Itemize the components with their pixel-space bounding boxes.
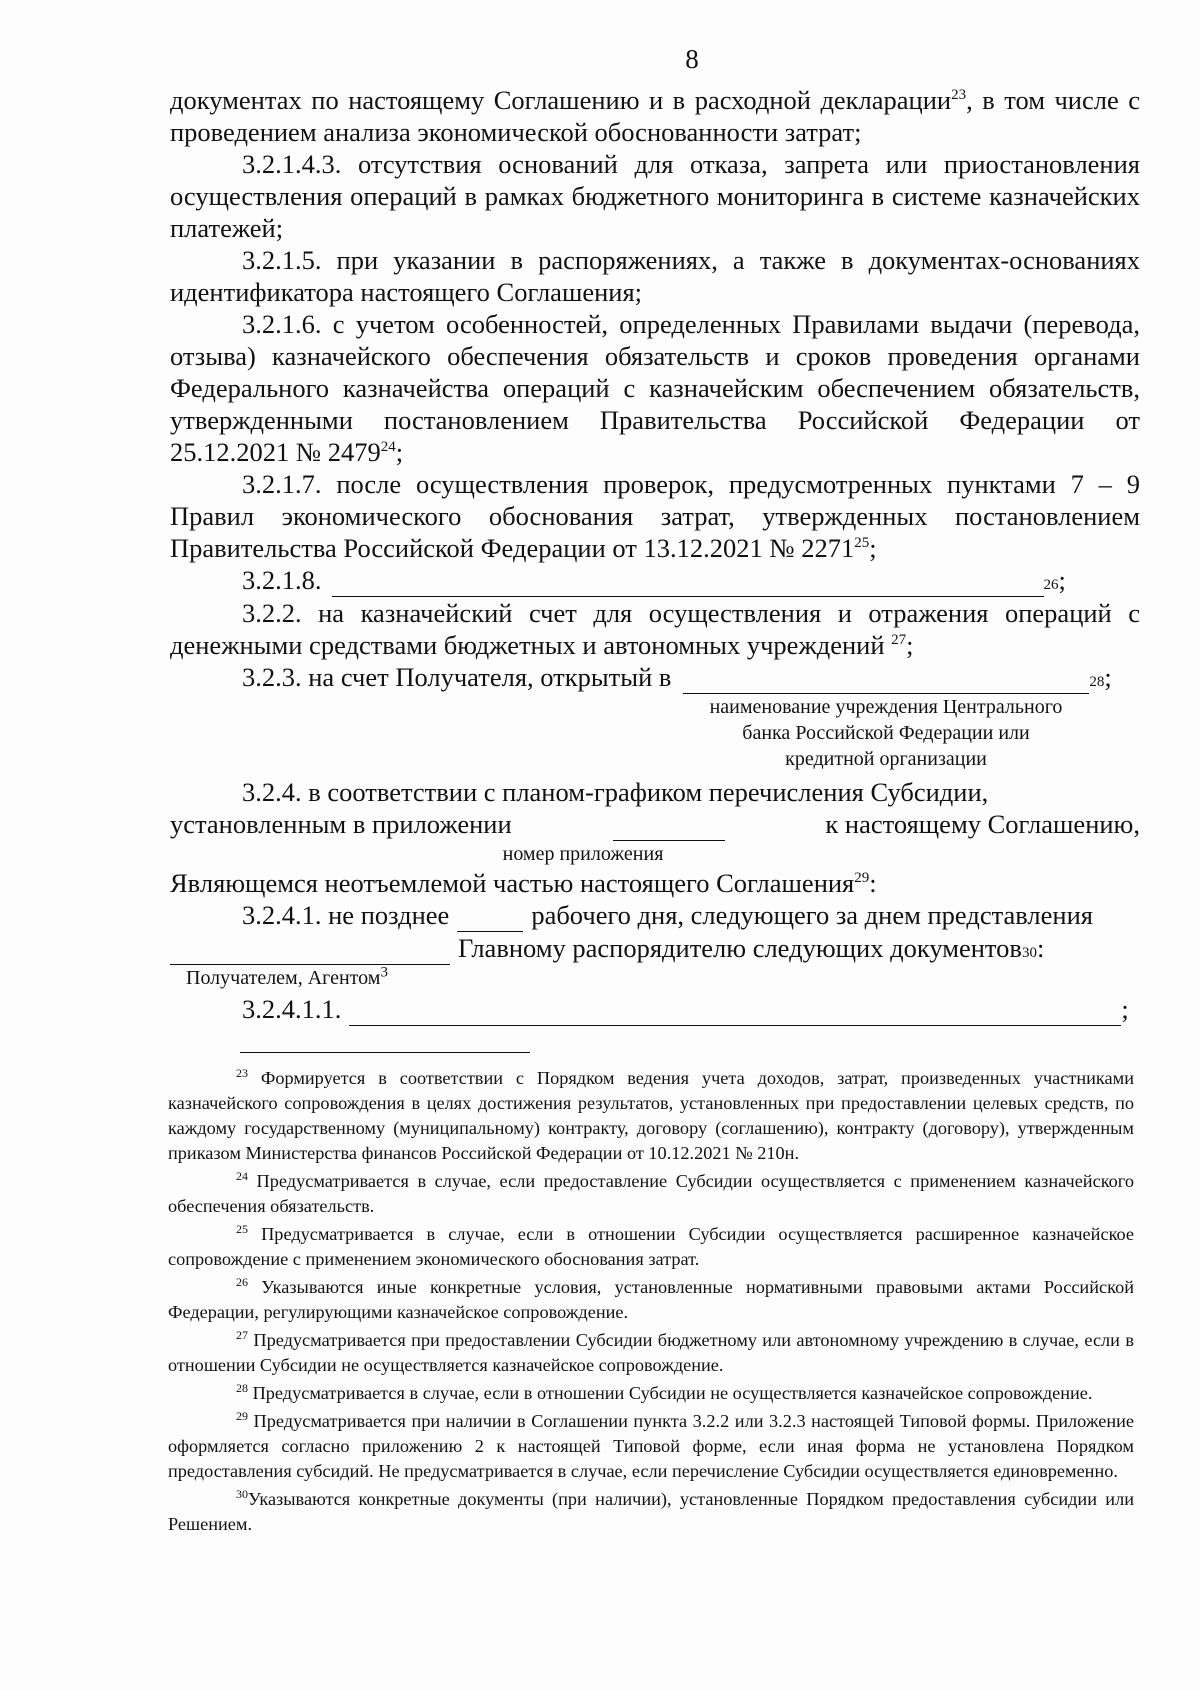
footnote-ref: 23 [951,87,967,104]
appendix-caption: номер приложения [502,843,664,865]
paragraph-3-2-1-6: 3.2.1.6. с учетом особенностей, определенных Правилами выдачи (перевода, отзыва) казначейского обеспечения обязательств и сроков проведения органами Федерального казначейства операций с казначейским обеспечением обязательств, утвержденными постановлением Правительства Российской Федерации от 25.12.2021 № 2479$^{24}$; [170,309,1140,467]
footnote-23: $^{23}$ Формируется в соответствии с Порядком ведения учета доходов, затрат, произведенных участниками казначейского сопровождения в целях достижения результатов, установленных при предоставлении целевых средств, по каждому государственному (муниципальному) контракту, договору (соглашению), контракту (договору), утвержденным приказом Министерства финансов Российской Федерации от 10.12.2021 № 210н. [168,1065,1134,1163]
footnote-28: $^{28}$ Предусматривается в случае, если в отношении Субсидии не осуществляется казначейское сопровождение. [236,1380,1093,1403]
main-text [170,84,1140,1026]
footnote-24: $^{24}$ Предусматривается в случае, если предоставление Субсидии осуществляется с применением казначейского обеспечения обязательств. [168,1168,1134,1216]
blank-line [332,564,1044,597]
paragraph-3-2-3: 3.2.3. на счет Получателя, открытый в 28 ; [242,662,1112,692]
paragraph-3-2-1-7: 3.2.1.7. после осуществления проверок, предусмотренных пунктами 7 – 9 Правил экономического обоснования затрат, утвержденных постановлением Правительства Российской Федерации от 13.12.2021 № 2271$^{25}$; [170,469,1140,563]
blank-line [349,993,1121,1026]
paragraph-3-2-1-5: 3.2.1.5. при указании в распоряжениях, а также в документах-основаниях идентификатора настоящего Соглашения; [170,245,1140,307]
footnotes [168,1066,1134,1540]
footnote-27: $^{27}$ Предусматривается при предоставлении Субсидии бюджетному или автономному учреждению в случае, если в отношении Субсидии не осуществляется казначейское сопровождение. [168,1327,1134,1375]
paragraph-continuation: документах по настоящему Соглашению и в расходной декларации$^{23}$, в том числе с проведением анализа экономической обоснованности затрат; [170,85,1141,147]
footnote-separator [240,1052,530,1053]
footnote-ref: 24 [380,439,396,456]
blank-line [683,661,1089,694]
footnote-ref: 29 [854,870,870,887]
paragraph-integral-part: Являющемся неотъемлемой частью настоящего Соглашения$^{29}$: [170,868,877,898]
footnote-ref: 27 [891,632,907,649]
blank-line [457,899,523,932]
recipient-caption: Получателем, Агентом$^3$ [186,964,388,989]
footnote-30: $^{30}$Указываются конкретные документы (при наличии), установленные Порядком предоставления субсидии или Решением. [168,1486,1134,1534]
blank-line [170,932,450,965]
page-number: 8 [685,44,699,74]
paragraph-3-2-1-8: 3.2.1.8. 26 ; [242,565,1066,595]
footnote-29: $^{29}$ Предусматривается при наличии в Соглашении пункта 3.2.2 или 3.2.3 настоящей Типовой формы. Приложение оформляется согласно приложению 2 к настоящей Типовой форме, если иная форма не установлена Порядком предоставления субсидий. Не предусматривается в случае, если перечисление Субсидии осуществляется единовременно. [168,1408,1134,1481]
paragraph-3-2-1-4-3: 3.2.1.4.3. отсутствия оснований для отказа, запрета или приостановления осуществления операций в рамках бюджетного мониторинга в системе казначейских платежей; [170,149,1140,243]
paragraph-3-2-4: 3.2.4. в соответствии с планом-графиком перечисления Субсидии, установленным в приложении к настоящему Соглашению, номер приложения [170,777,1140,865]
paragraph-3-2-4-1-line2: Главному распорядителю следующих документов 30 : [170,932,1140,965]
footnote-25: $^{25}$ Предусматривается в случае, если в отношении Субсидии осуществляется расширенное казначейское сопровождение с применением экономического обоснования затрат. [168,1221,1134,1269]
footnote-ref: 25 [854,535,870,552]
paragraph-3-2-4-1-line1: 3.2.4.1. не позднее рабочего дня, следующего за днем представления [242,900,1093,930]
paragraph-3-2-2: 3.2.2. на казначейский счет для осуществления и отражения операций с денежными средствами бюджетных и автономных учреждений $^{27}$; [170,598,1140,660]
blank-line [613,808,725,841]
paragraph-3-2-4-1-1: 3.2.4.1.1. ; [242,994,1129,1024]
footnote-26: $^{26}$ Указываются иные конкретные условия, установленные нормативными правовыми актами Российской Федерации, регулирующими казначейское сопровождение. [168,1274,1134,1322]
bank-caption: наименование учреждения Центрального банка Российской Федерации или кредитной организации [709,696,1063,770]
